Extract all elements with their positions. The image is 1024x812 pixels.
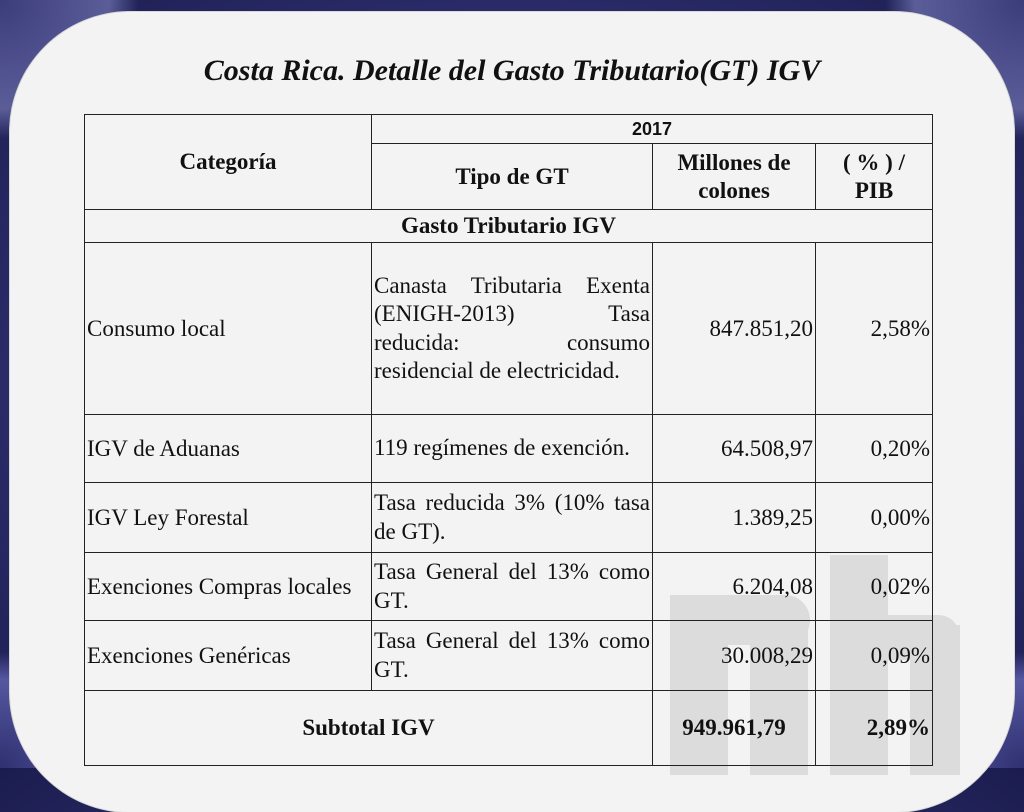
row-millions: 1.389,25 [653, 483, 816, 553]
row-millions: 64.508,97 [653, 415, 816, 483]
header-year: 2017 [372, 115, 933, 144]
header-type: Tipo de GT [372, 144, 653, 210]
table-row [85, 553, 933, 621]
tax-expenditure-table [84, 114, 933, 766]
row-pct: 0,09% [816, 621, 933, 691]
row-type: Tasa General del 13% como GT. [372, 553, 653, 621]
row-type: Tasa General del 13% como GT. [372, 621, 653, 691]
row-category: Consumo local [85, 243, 372, 415]
row-pct: 0,02% [816, 553, 933, 621]
section-label: Gasto Tributario IGV [85, 210, 933, 243]
header-pct [816, 144, 933, 210]
header-millions-line2: colones [698, 177, 770, 203]
header-millions [653, 144, 816, 210]
header-pct-line1: ( % ) / [843, 149, 905, 175]
table-row [85, 483, 933, 553]
row-type: Tasa reducida 3% (10% tasa de GT). [372, 483, 653, 553]
row-millions: 847.851,20 [653, 243, 816, 415]
row-pct: 0,00% [816, 483, 933, 553]
header-millions-line1: Millones de [677, 149, 791, 175]
table-row [85, 415, 933, 483]
table-row [85, 243, 933, 415]
row-category: Exenciones Genéricas [85, 621, 372, 691]
header-pct-line2: PIB [854, 177, 894, 203]
row-pct: 2,58% [816, 243, 933, 415]
row-millions: 30.008,29 [653, 621, 816, 691]
slide-title: Costa Rica. Detalle del Gasto Tributario(GT) IGV [203, 54, 821, 87]
subtotal-pct: 2,89% [816, 691, 933, 766]
subtotal-millions: 949.961,79 [653, 691, 816, 766]
table-row [85, 621, 933, 691]
row-type: 119 regímenes de exención. [372, 415, 653, 483]
row-pct: 0,20% [816, 415, 933, 483]
header-category: Categoría [85, 115, 372, 210]
row-type: Canasta Tributaria Exenta (ENIGH-2013) Tasa reducida: consumo residencial de electricidad. [372, 243, 653, 415]
row-category: IGV de Aduanas [85, 415, 372, 483]
subtotal-row [85, 691, 933, 766]
row-category: Exenciones Compras locales [85, 553, 372, 621]
subtotal-label: Subtotal IGV [85, 691, 653, 766]
row-category: IGV Ley Forestal [85, 483, 372, 553]
row-millions: 6.204,08 [653, 553, 816, 621]
